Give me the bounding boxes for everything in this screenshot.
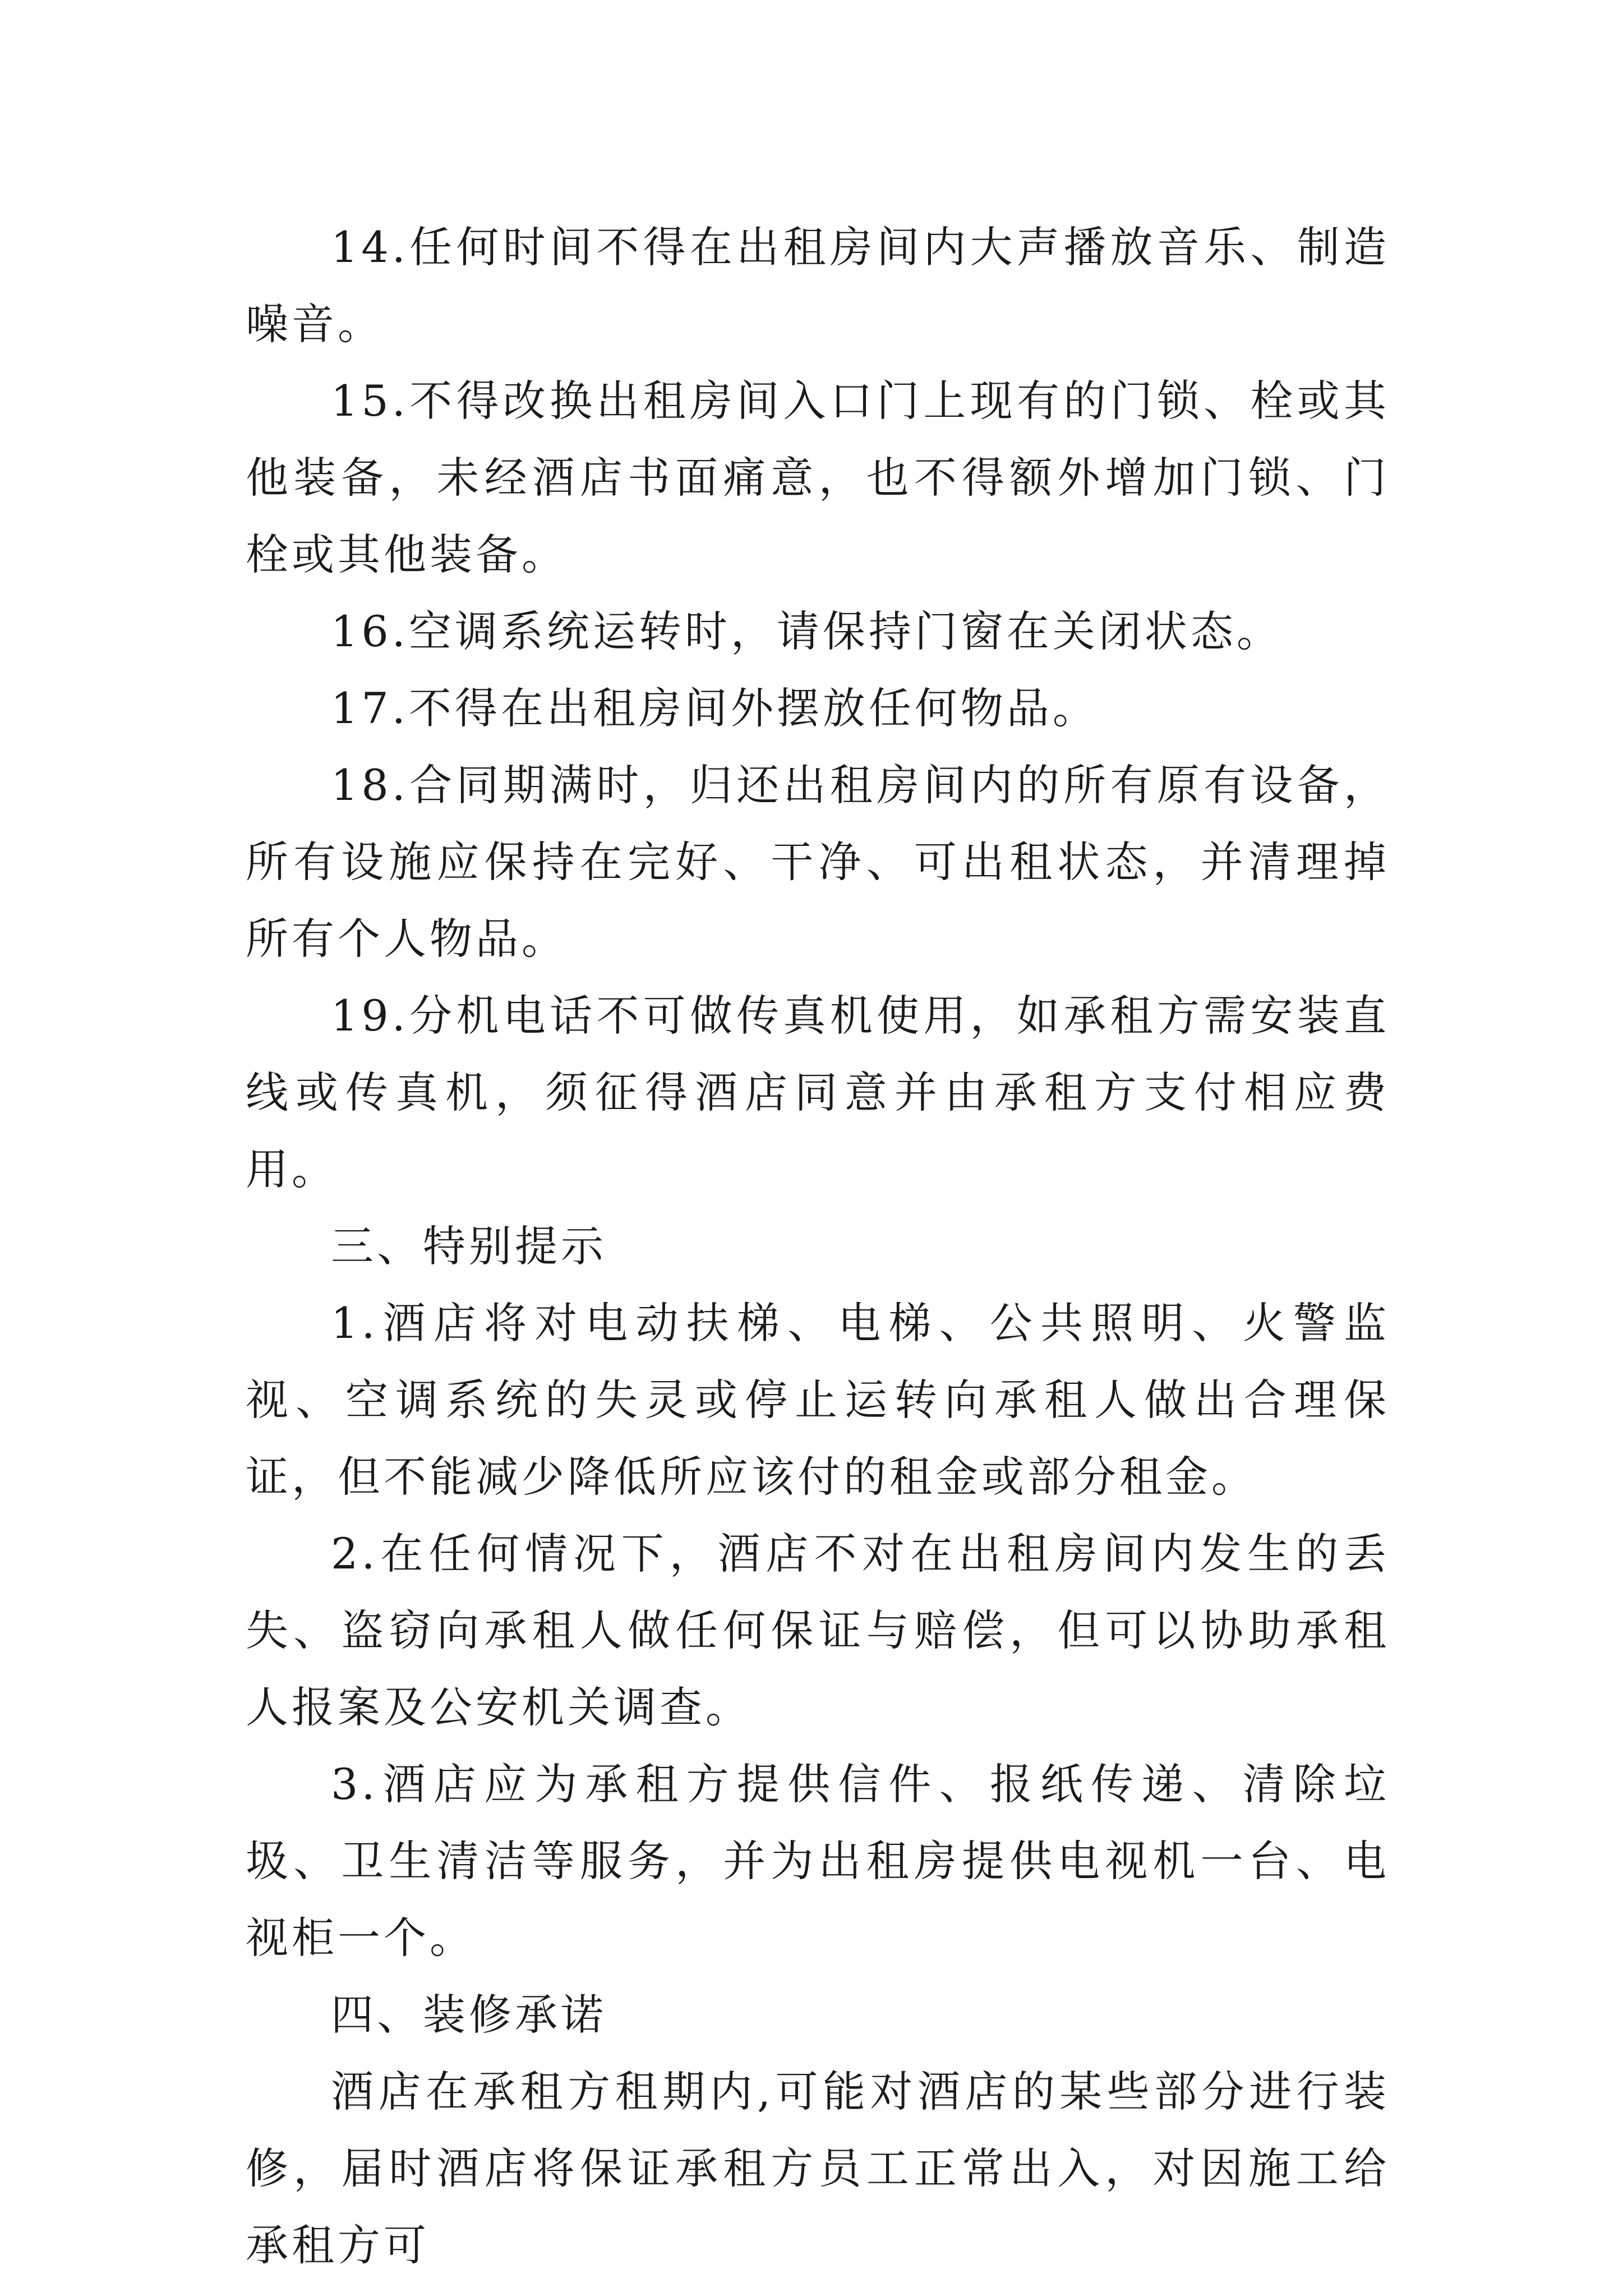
clause-19: 19.分机电话不可做传真机使用，如承租方需安装直线或传真机，须征得酒店同意并由承租方支付相应费用。	[246, 991, 1390, 1194]
clause-18: 18.合同期满时，归还出租房间内的所有原有设备，所有设施应保持在完好、干净、可出租状态，并清理掉所有个人物品。	[246, 760, 1390, 964]
section-heading-special-notes: 三、特别提示	[331, 1221, 607, 1271]
document-body	[246, 209, 1390, 2284]
special-note-1: 1.酒店将对电动扶梯、电梯、公共照明、火警监视、空调系统的失灵或停止运转向承租人做出合理保证，但不能减少降低所应该付的租金或部分租金。	[246, 1298, 1390, 1502]
clause-14: 14.任何时间不得在出租房间内大声播放音乐、制造噪音。	[246, 222, 1390, 349]
renovation-paragraph: 酒店在承租方租期内,可能对酒店的某些部分进行装修，届时酒店将保证承租方员工正常出入，对因施工给承租方可	[246, 2067, 1390, 2270]
special-note-3: 3.酒店应为承租方提供信件、报纸传递、清除垃圾、卫生清洁等服务，并为出租房提供电视机一台、电视柜一个。	[246, 1759, 1390, 1963]
special-note-2: 2.在任何情况下，酒店不对在出租房间内发生的丢失、盗窃向承租人做任何保证与赔偿，但可以协助承租人报案及公安机关调查。	[246, 1529, 1390, 1732]
clause-15: 15.不得改换出租房间入口门上现有的门锁、栓或其他装备，未经酒店书面痛意，也不得额外增加门锁、门栓或其他装备。	[246, 376, 1390, 579]
clause-16: 16.空调系统运转时，请保持门窗在关闭状态。	[331, 606, 1283, 656]
section-heading-renovation: 四、装修承诺	[331, 1990, 607, 2040]
clause-17: 17.不得在出租房间外摆放任何物品。	[331, 683, 1099, 733]
